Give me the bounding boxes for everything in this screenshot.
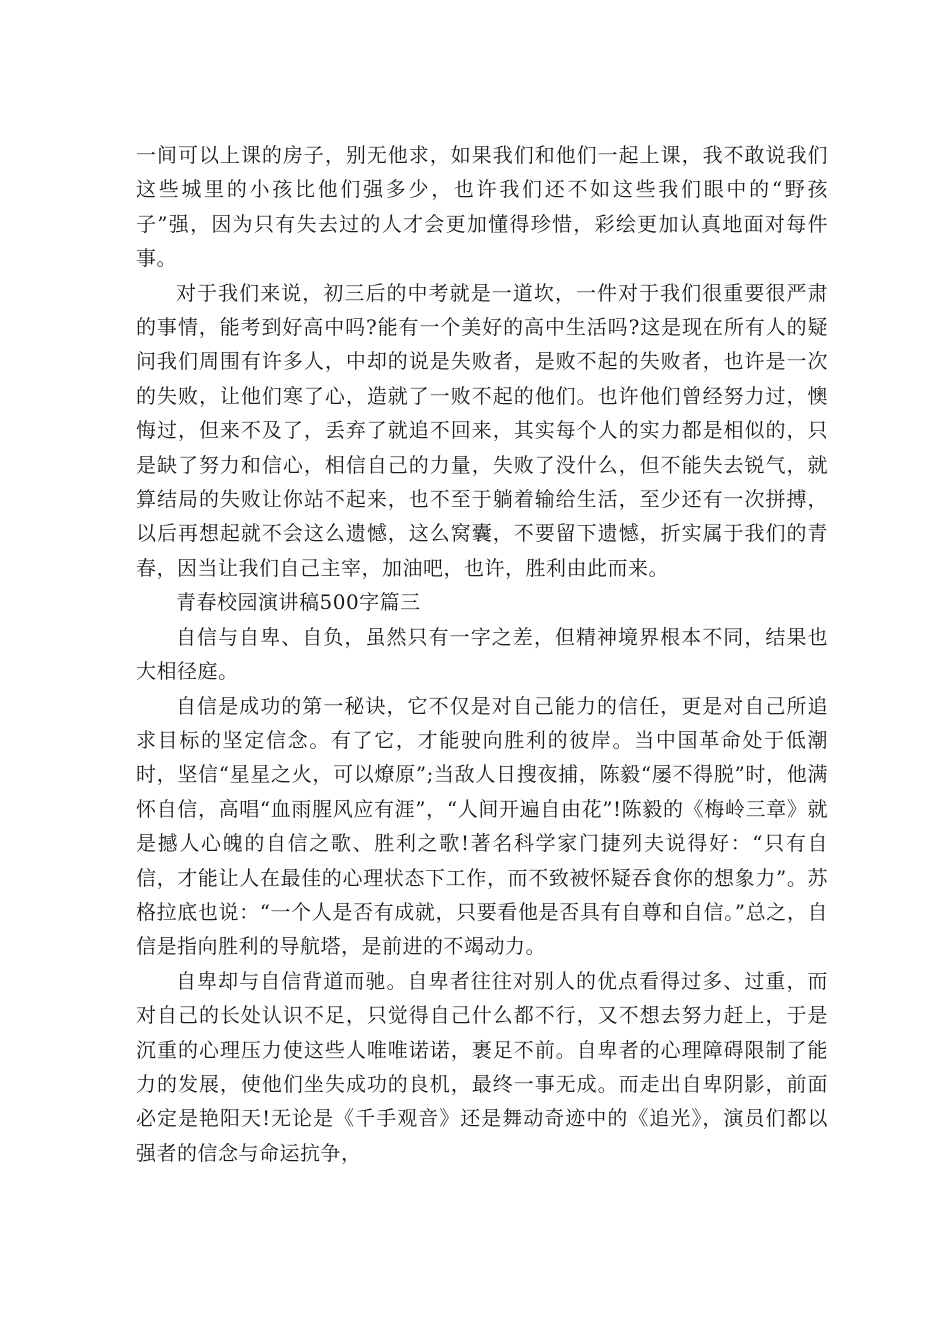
paragraph-intro: 自信与自卑、自负，虽然只有一字之差，但精神境界根本不同，结果也大相径庭。 [136, 624, 828, 684]
paragraph-confidence: 自信是成功的第一秘诀，它不仅是对自己能力的信任，更是对自己所追求目标的坚定信念。有了它，才能驶向胜利的彼岸。当中国革命处于低潮时，坚信“星星之火，可以燎原”;当敌人日搜夜捕，陈毅“屡不得脱”时，他满怀自信，高唱“血雨腥风应有涯”，“人间开遍自由花”!陈毅的《梅岭三章》就是撼人心魄的自信之歌、胜利之歌!著名科学家门捷列夫说得好：“只有自信，才能让人在最佳的心理状态下工作，而不致被怀疑吞食你的想象力”。苏格拉底也说：“一个人是否有成就，只要看他是否具有自尊和自信。”总之，自信是指向胜利的导航塔，是前进的不竭动力。 [136, 693, 828, 959]
section-heading: 青春校园演讲稿500字篇三 [176, 590, 421, 615]
paragraph-continuation: 一间可以上课的房子，别无他求，如果我们和他们一起上课，我不敢说我们这些城里的小孩比他们强多少，也许我们还不如这些我们眼中的“野孩子”强，因为只有失去过的人才会更加懂得珍惜，彩绘更加认真地面对每件事。 [136, 143, 828, 271]
paragraph-exam: 对于我们来说，初三后的中考就是一道坎，一件对于我们很重要很严肃的事情，能考到好高中吗?能有一个美好的高中生活吗?这是现在所有人的疑问我们周围有许多人，中却的说是失败者，是败不起的失败者，也许是一次的失败，让他们寒了心，造就了一败不起的他们。也许他们曾经努力过，懊悔过，但来不及了，丢弃了就追不回来，其实每个人的实力都是相似的，只是缺了努力和信心，相信自己的力量，失败了没什么，但不能失去锐气，就算结局的失败让你站不起来，也不至于躺着输给生活，至少还有一次拼搏，以后再想起就不会这么遗憾，这么窝囊，不要留下遗憾，折实属于我们的青春，因当让我们自己主宰，加油吧，也许，胜利由此而来。 [136, 280, 828, 580]
document-body [136, 138, 828, 1170]
paragraph-inferiority: 自卑却与自信背道而驰。自卑者往往对别人的优点看得过多、过重，而对自己的长处认识不足，只觉得自己什么都不行，又不想去努力赶上，于是沉重的心理压力使这些人唯唯诺诺，裹足不前。自卑者的心理障碍限制了能力的发展，使他们坐失成功的良机，最终一事无成。而走出自卑阴影，前面必定是艳阳天!无论是《千手观音》还是舞动奇迹中的《追光》，演员们都以强者的信念与命运抗争， [136, 968, 828, 1165]
